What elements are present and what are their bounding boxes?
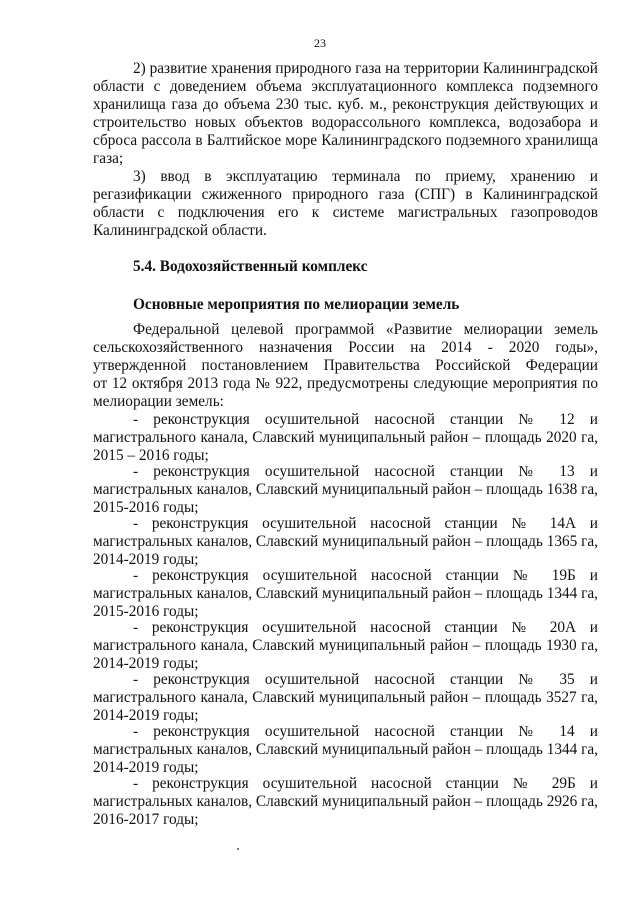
list-item [93,411,598,465]
subsection-heading: Основные мероприятия по мелиорации земель [133,296,460,313]
text-line: магистральных каналов, Славский муниципальный район – площадь 1344 га, [93,585,598,602]
section-heading: 5.4. Водохозяйственный комплекс [133,258,368,275]
text-line: 2014-2019 годы; [93,759,199,776]
intro-item [93,60,598,168]
list-item [93,567,598,621]
text-line: магистрального канала, Славский муниципальный район – площадь 1930 га, [93,637,598,654]
lead-paragraph [93,321,598,411]
text-line: области с подключения его к системе магистральных газопроводов [93,204,598,221]
text-line: - реконструкция осушительной насосной станции № 29Б и [133,775,598,792]
text-line: регазификации сжиженного природного газа (СПГ) в Калининградской [93,186,598,203]
text-line: мелиорации земель: [93,393,224,410]
scan-speck [237,848,239,850]
text-line: магистральных каналов, Славский муниципальный район – площадь 2926 га, [93,793,598,810]
text-line: Калининградской области. [93,222,267,239]
text-line: магистральных каналов, Славский муниципальный район – площадь 1344 га, [93,741,598,758]
intro-item [93,168,598,240]
text-line: Федеральной целевой программой «Развитие мелиорации земель [133,321,598,338]
text-line: - реконструкция осушительной насосной станции № 20А и [133,619,598,636]
text-line: 3) ввод в эксплуатацию терминала по приему, хранению и [133,168,598,185]
text-line: - реконструкция осушительной насосной станции № 12 и [133,411,598,428]
text-line: 2014-2019 годы; [93,551,199,568]
text-line: области с доведением объема эксплуатационного комплекса подземного [93,78,598,95]
text-line: - реконструкция осушительной насосной станции № 13 и [133,463,598,480]
text-line: хранилища газа до объема 230 тыс. куб. м., реконструкция действующих и [93,96,598,113]
text-line: магистрального канала, Славский муниципальный район – площадь 3527 га, [93,689,598,706]
text-line: 2014-2019 годы; [93,707,199,724]
list-item [93,671,598,725]
text-line: - реконструкция осушительной насосной станции № 14А и [133,515,598,532]
list-item [93,619,598,673]
text-line: газа; [93,150,124,167]
text-line: от 12 октября 2013 года № 922, предусмотрены следующие мероприятия по [93,375,598,392]
page-number: 23 [314,36,326,50]
text-line: - реконструкция осушительной насосной станции № 14 и [133,723,598,740]
text-line: магистрального канала, Славский муниципальный район – площадь 2020 га, [93,429,598,446]
text-line: магистральных каналов, Славский муниципальный район – площадь 1365 га, [93,533,598,550]
text-line: сброса рассола в Балтийское море Калининградского подземного хранилища [93,132,598,149]
text-line: 2015-2016 годы; [93,603,199,620]
text-line: магистральных каналов, Славский муниципальный район – площадь 1638 га, [93,481,598,498]
list-item [93,775,598,829]
text-line: сельскохозяйственного назначения России на 2014 - 2020 годы», [93,339,598,356]
text-line: - реконструкция осушительной насосной станции № 19Б и [133,567,598,584]
text-line: 2015-2016 годы; [93,499,199,516]
text-line: - реконструкция осушительной насосной станции № 35 и [133,671,598,688]
list-item [93,723,598,777]
text-line: утвержденной постановлением Правительства Российской Федерации [93,357,598,374]
list-item [93,463,598,517]
text-line: 2016-2017 годы; [93,811,199,828]
text-line: 2) развитие хранения природного газа на территории Калининградской [133,60,598,77]
text-line: 2015 – 2016 годы; [93,447,209,464]
text-line: строительство новых объектов водорассольного комплекса, водозабора и [93,114,598,131]
list-item [93,515,598,569]
text-line: 2014-2019 годы; [93,655,199,672]
